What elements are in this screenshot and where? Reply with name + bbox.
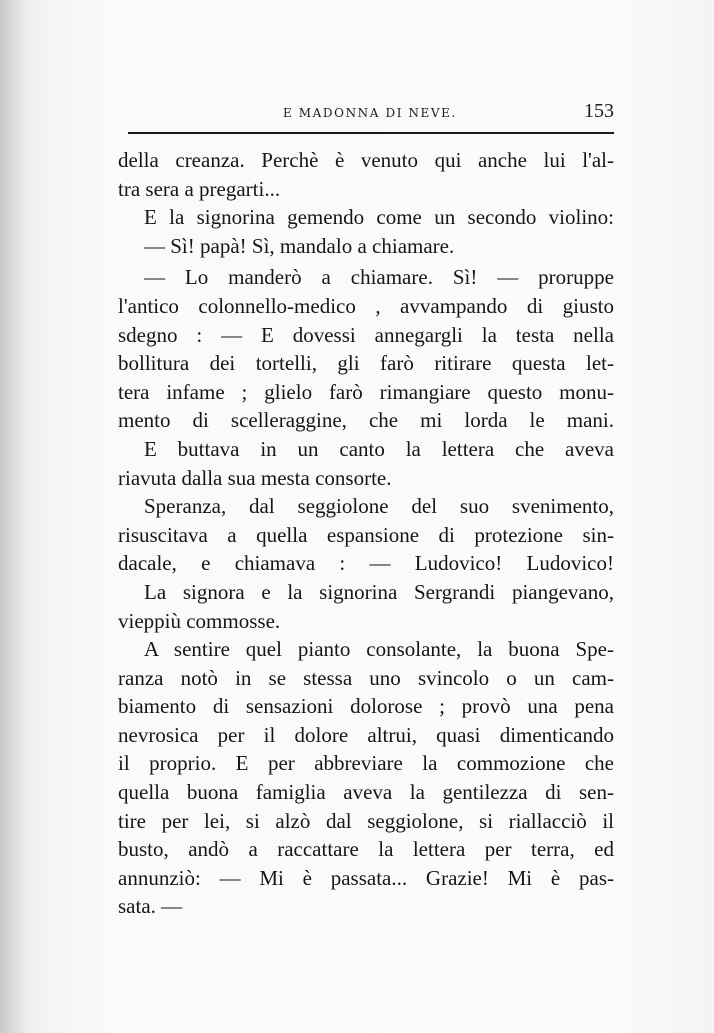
text-line: vieppiù commosse.: [118, 608, 281, 633]
text-line: busto, andò a raccattare la lettera per terra, ed: [118, 837, 614, 862]
text-line: La signora e la signorina Sergrandi piangevano,: [144, 579, 614, 604]
page-gutter-shadow: [0, 0, 30, 1033]
text-line: E la signorina gemendo come un secondo violino:: [144, 205, 614, 230]
text-line: annunziò: — Mi è passata... Grazie! Mi è pas-: [118, 865, 614, 890]
text-line: ranza notò in se stessa uno svincolo o un cam-: [118, 665, 614, 690]
header-rule: [128, 132, 614, 134]
text-line: l'antico colonnello-medico , avvampando di giusto: [118, 293, 614, 318]
text-line: Speranza, dal seggiolone del suo svenimento,: [144, 494, 614, 519]
text-line: E buttava in un canto la lettera che aveva: [144, 436, 614, 461]
text-line: bollitura dei tortelli, gli farò ritirare questa let-: [118, 351, 614, 376]
text-line: quella buona famiglia aveva la gentilezza di sen-: [118, 780, 614, 805]
text-line: il proprio. E per abbreviare la commozione che: [118, 751, 614, 776]
text-line: della creanza. Perchè è venuto qui anche lui l'al-: [118, 148, 614, 172]
text-line: riavuta dalla sua mesta consorte.: [118, 465, 392, 490]
text-line: — Sì! papà! Sì, mandalo a chiamare.: [144, 233, 455, 258]
page-number: 153: [584, 100, 614, 122]
text-line: tra sera a pregarti...: [118, 176, 281, 201]
text-line: dacale, e chiamava : — Ludovico! Ludovico!: [118, 551, 614, 576]
text-line: tera infame ; glielo farò rimangiare questo monu-: [118, 379, 614, 404]
running-head-title: E MADONNA DI NEVE.: [283, 106, 457, 120]
running-head: [120, 100, 614, 126]
text-line: — Lo manderò a chiamare. Sì! — proruppe: [144, 265, 614, 290]
text-line: A sentire quel pianto consolante, la buona Spe-: [144, 637, 614, 662]
text-line: biamento di sensazioni dolorose ; provò una pena: [118, 694, 614, 719]
text-line: sdegno : — E dovessi annegargli la testa nella: [118, 322, 614, 347]
text-line: nevrosica per il dolore altrui, quasi dimenticando: [118, 722, 614, 747]
body-text: [118, 146, 614, 921]
text-line: sata. —: [118, 894, 183, 919]
text-line: tire per lei, si alzò dal seggiolone, si riallacciò il: [118, 808, 614, 833]
text-line: risuscitava a quella espansione di protezione sin-: [118, 522, 614, 547]
text-line: mento di scelleraggine, che mi lorda le mani.: [118, 408, 614, 433]
